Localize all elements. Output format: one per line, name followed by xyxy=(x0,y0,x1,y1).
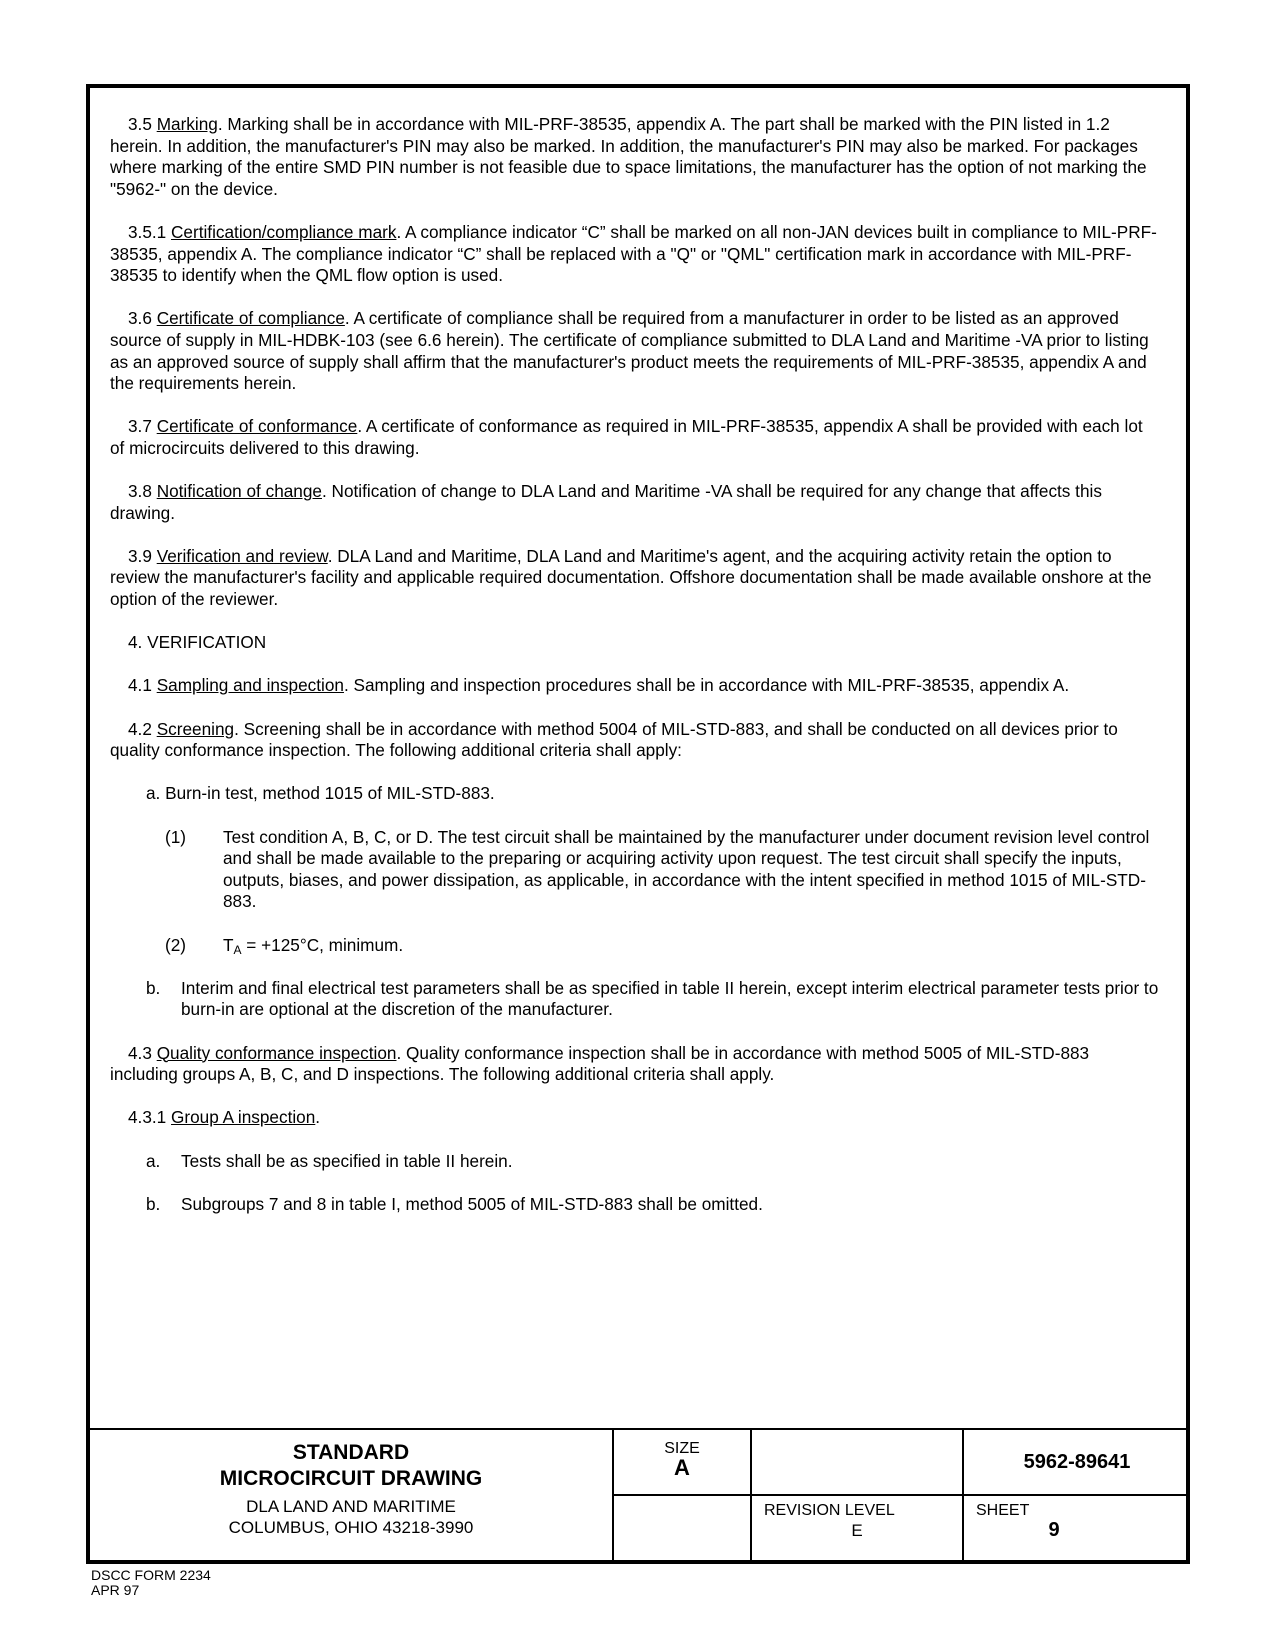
paragraph-3-5 xyxy=(110,114,1160,200)
section-text: . Sampling and inspection procedures shall be in accordance with MIL-PRF-38535, appendix A. xyxy=(343,675,1070,696)
list-text: = +125°C, minimum. xyxy=(241,934,404,955)
section-text: . Notification of change to DLA Land and Maritime -VA shall be required for any change that affects this drawing. xyxy=(110,481,1102,523)
section-title: Certification/compliance mark xyxy=(171,221,397,242)
section-title: Screening xyxy=(156,718,235,739)
list-label: a. xyxy=(146,783,161,804)
section-text: . A compliance indicator “C” shall be marked on all non-JAN devices built in compliance to MIL-PRF-38535, appendix A. The compliance indicator “C” shall be replaced with a "Q" or "QML" certification mark in accordance with MIL-PRF-38535 to identify when the QML flow option is used. xyxy=(110,221,1157,286)
section-number: 3.9 xyxy=(128,545,152,566)
section-title: Sampling and inspection xyxy=(156,675,344,696)
section-text: . A certificate of compliance shall be required from a manufacturer in order to be listed as an approved source of supply in MIL-HDBK-103 (see 6.6 herein). The certificate of compliance submitted to DLA Land and Maritime -VA prior to listing as an approved source of supply shall affirm that the manufacturer's product meets the requirements of MIL-PRF-38535, appendix A and the requirements herein. xyxy=(110,308,1149,394)
section-text: . xyxy=(315,1107,321,1128)
paragraph-3-8 xyxy=(110,481,1160,524)
title-line-2: MICROCIRCUIT DRAWING xyxy=(219,1467,483,1490)
agency-name: DLA LAND AND MARITIME xyxy=(246,1497,456,1516)
agency-city: COLUMBUS, OHIO 43218-3990 xyxy=(228,1518,474,1537)
list-item-4-2-a-2 xyxy=(110,935,1160,957)
list-label: a. xyxy=(146,1150,161,1171)
sheet-label: SHEET xyxy=(976,1502,1030,1519)
title-block xyxy=(90,1428,1190,1562)
list-label: b. xyxy=(146,1193,161,1214)
drawing-frame xyxy=(86,84,1190,1564)
section-title: Certificate of compliance xyxy=(156,308,345,329)
section-number: 3.5.1 xyxy=(128,221,167,242)
list-item-4-2-a-1 xyxy=(110,827,1160,913)
section-title: Verification and review xyxy=(156,545,328,566)
list-text: Subgroups 7 and 8 in table I, method 5005 of MIL-STD-883 shall be omitted. xyxy=(181,1193,763,1214)
drawing-number: 5962-89641 xyxy=(1023,1451,1131,1473)
section-title: Notification of change xyxy=(156,481,322,502)
document-body xyxy=(110,114,1160,1237)
section-number: 4.3.1 xyxy=(128,1107,167,1128)
section-number: 3.8 xyxy=(128,481,152,502)
temperature-subscript: A xyxy=(233,942,242,957)
revision-level-value: E xyxy=(851,1521,863,1540)
section-text: . Marking shall be in accordance with MIL-PRF-38535, appendix A. The part shall be marked with the PIN listed in 1.2 herein. In addition, the manufacturer's PIN may also be marked. In addition, the manufacturer's PIN may also be marked. For packages where marking of the entire SMD PIN number is not feasible due to space limitations, the manufacturer has the option of not marking the "5962-" on the device. xyxy=(110,114,1147,199)
section-title: Certificate of conformance xyxy=(156,416,358,437)
section-text: . A certificate of conformance as required in MIL-PRF-38535, appendix A shall be provided with each lot of microcircuits delivered to this drawing. xyxy=(110,416,1143,458)
paragraph-3-5-1 xyxy=(110,222,1160,287)
title-block-divider xyxy=(750,1430,752,1562)
paragraph-4-3-1 xyxy=(110,1107,1160,1129)
list-item-4-2-b xyxy=(110,978,1160,1021)
revision-level-label: REVISION LEVEL xyxy=(764,1502,895,1519)
section-title: Group A inspection xyxy=(171,1107,316,1128)
section-number: 3.5 xyxy=(128,114,152,134)
sheet-number: 9 xyxy=(1048,1519,1060,1541)
form-date: APR 97 xyxy=(91,1582,140,1598)
size-label: SIZE xyxy=(664,1440,700,1457)
paragraph-4-1 xyxy=(110,675,1160,697)
section-text: . DLA Land and Maritime, DLA Land and Maritime's agent, and the acquiring activity retain the option to review the manufacturer's facility and applicable required documentation. Offshore documentation shall be made available onshore at the option of the reviewer. xyxy=(110,545,1152,610)
section-title: Marking xyxy=(156,114,218,134)
form-footer xyxy=(91,1568,211,1598)
title-block-divider xyxy=(962,1430,964,1562)
section-title: Quality conformance inspection xyxy=(156,1042,397,1063)
paragraph-4-3 xyxy=(110,1043,1160,1086)
list-text: Tests shall be as specified in table II herein. xyxy=(181,1150,513,1171)
list-item-4-3-1-a xyxy=(110,1151,1160,1173)
paragraph-4-2 xyxy=(110,719,1160,762)
paragraph-3-7 xyxy=(110,416,1160,459)
list-label: b. xyxy=(146,977,161,998)
title-line-1: STANDARD xyxy=(292,1441,410,1464)
section-number: 4.2 xyxy=(128,718,152,739)
title-block-divider xyxy=(612,1494,1190,1496)
form-number: DSCC FORM 2234 xyxy=(91,1567,211,1583)
list-text: Interim and final electrical test parameters shall be as specified in table II herein, except interim electrical parameter tests prior to burn-in are optional at the discretion of the manufacturer. xyxy=(181,977,1159,1020)
agency-address xyxy=(90,1496,612,1538)
section-number: 4.1 xyxy=(128,675,152,696)
section-number: 3.6 xyxy=(128,308,152,329)
size-value: A xyxy=(674,1455,690,1480)
list-label: (2) xyxy=(165,934,187,955)
section-number: 4.3 xyxy=(128,1042,152,1063)
heading-4-verification: 4. VERIFICATION xyxy=(128,632,267,653)
paragraph-3-6 xyxy=(110,308,1160,394)
paragraph-3-9 xyxy=(110,546,1160,611)
temperature-symbol: T xyxy=(223,934,234,955)
list-label: (1) xyxy=(165,826,187,847)
section-text: . Screening shall be in accordance with method 5004 of MIL-STD-883, and shall be conducted on all devices prior to quality conformance inspection. The following additional criteria shall apply: xyxy=(110,718,1118,761)
list-text: Burn-in test, method 1015 of MIL-STD-883. xyxy=(165,783,495,804)
standard-title xyxy=(90,1440,612,1492)
list-item-4-3-1-b xyxy=(110,1194,1160,1216)
section-text: . Quality conformance inspection shall be in accordance with method 5005 of MIL-STD-883 including groups A, B, C, and D inspections. The following additional criteria shall apply. xyxy=(110,1042,1090,1085)
section-number: 3.7 xyxy=(128,416,152,437)
list-text: Test condition A, B, C, or D. The test circuit shall be maintained by the manufacturer under document revision level control and shall be made available to the preparing or acquiring activity upon request. The test circuit shall specify the inputs, outputs, biases, and power dissipation, as applicable, in accordance with the intent specified in method 1015 of MIL-STD-883. xyxy=(223,826,1150,912)
list-item-4-2-a xyxy=(110,783,1160,805)
